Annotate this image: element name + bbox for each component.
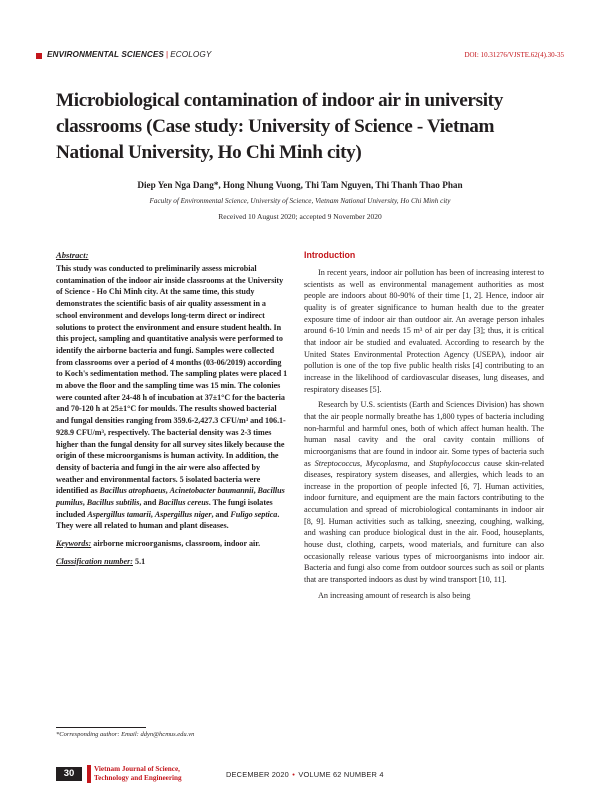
abstract-text-part: , [253, 486, 258, 496]
abstract-heading: Abstract: [56, 250, 89, 260]
species-name: Aspergillus niger [154, 509, 212, 519]
species-name: Bacillus cereus [158, 498, 209, 508]
intro-paragraph-2 [304, 399, 544, 586]
issue-month: DECEMBER 2020 [226, 770, 289, 779]
footnote-rule [56, 727, 146, 728]
intro-text-part: Research by U.S. scientists (Earth and Sciences Division) has shown that the air people normally breathe has 1,800 types of bacteria including non-harmful and harmful ones, both of which affect human health. The human nasal cavity and the oral cavity contain millions of microorganisms that are found in indoor air. Some types of bacteria such as [304, 400, 544, 468]
affiliation: Faculty of Environmental Science, University of Science, Vietnam National University, Ho Chi Minh city [149, 197, 451, 205]
section-label [47, 50, 211, 59]
species-name: Bacillus subtilis [86, 498, 140, 508]
authors: Diep Yen Nga Dang*, Hong Nhung Vuong, Thi Tam Nguyen, Thi Thanh Thao Phan [137, 180, 463, 190]
journal-logo-bar [87, 765, 91, 783]
genus-name: Mycoplasma [365, 458, 408, 468]
issue-volume: VOLUME 62 NUMBER 4 [298, 770, 384, 779]
keywords-value: airborne microorganisms, classroom, indoor air. [91, 539, 261, 549]
journal-name-line-1: Vietnam Journal of Science, [94, 765, 180, 773]
article-title: Microbiological contamination of indoor air in university classrooms (Case study: University of Science - Vietnam National University, Ho Chi Minh city) [56, 90, 503, 163]
species-name: Bacillus pumilus [56, 486, 285, 508]
abstract-text-part: , [165, 486, 170, 496]
classification-label: Classification number: [56, 556, 133, 566]
corresponding-author-footnote: *Corresponding author: Email: ddyn@hcmus.edu.vn [56, 731, 195, 738]
abstract-text-part: . The fungi isolates included [56, 498, 273, 519]
classification-value: 5.1 [132, 556, 146, 566]
intro-text-part: , [360, 458, 366, 468]
intro-paragraph-1: In recent years, indoor air pollution has been of increasing interest to scientists as well as environmental management authorities as most people are indoors about 80-90% of their time [1, 2]. Hence, indoor air quality is of greater significance to human health due to the greater exposure time of indoor air than outdoor air. An average person inhales around 6-10 l/min and needs 15 m³ of air per day [3]; thus, it is critical that indoor air be studied and evaluated. According to research by the United States Environmental Protection Agency (USEPA), indoor air pollution is one of the top five public health risks [4] contributing to an increase in the likelihood of cardiovascular diseases, lung diseases, and respiratory diseases [5]. [304, 268, 544, 394]
abstract-text-part: , [150, 509, 155, 519]
keywords [56, 538, 288, 550]
journal-name [94, 765, 182, 782]
classification [56, 556, 288, 568]
introduction-column [304, 250, 544, 605]
introduction-heading: Introduction [304, 250, 356, 260]
doi: DOI: 10.31276/VJSTE.62(4).30-35 [464, 51, 564, 59]
species-name: Fuligo septica [230, 509, 278, 519]
issue-bullet: • [292, 770, 296, 779]
species-name: Aspergillus tamarii [87, 509, 151, 519]
section-separator: | [166, 50, 169, 59]
abstract-text-part: , and [211, 509, 231, 519]
running-header [36, 50, 564, 64]
subsection-name: ECOLOGY [170, 50, 212, 59]
abstract-text-part: This study was conducted to preliminarily assess microbial contamination of the indoor air inside classrooms at the University of Science - Ho Chi Minh city. At the same time, this study demonstrates the scientific basis of air quality assessment in a school environment and develops long-term direct or indirect solutions to protect the environment and ensure student health. In this project, sampling and quantitative analysis were performed to identify the airborne bacteria and fungi. Samples were collected from classrooms over a period of 4 months (03-06/2019) according to Koch's sedimentation method. The sampling plates were placed 1 m above the floor and the sampling time was 15 min. The colonies were counted after 24-48 h of incubation at 37±1°C for the bacteria and 70-120 h at 25±1°C for moulds. The results showed bacterial and fungal densities ranging from 359.6-2,427.3 CFU/m³ and 106.1-928.9 CFU/m³, respectively. The bacterial density was 2-3 times higher than the fungal density for all survey sites likely because the origin of these microorganisms is human activity. In addition, the density of bacteria and fungi in the air were also affected by weather and environmental factors. 5 isolated bacteria were identified as [56, 264, 288, 496]
abstract-text-part: . They were all related to human and plant diseases. [56, 509, 280, 531]
section-marker-square [36, 53, 42, 59]
issue-info [226, 770, 384, 779]
abstract-text-part: , and [139, 498, 159, 508]
received-dates: Received 10 August 2020; accepted 9 November 2020 [218, 212, 382, 221]
genus-name: Streptococcus [314, 458, 360, 468]
abstract-text [56, 263, 288, 532]
keywords-label: Keywords: [56, 539, 92, 549]
abstract-text-part: , [82, 498, 87, 508]
page-number: 30 [56, 767, 82, 781]
genus-name: Staphylococcus [429, 458, 480, 468]
species-name: Acinetobacter baumannii [169, 486, 254, 496]
abstract-column [56, 250, 288, 568]
section-name: ENVIRONMENTAL SCIENCES [47, 50, 164, 59]
intro-text-part: cause skin-related diseases, respiratory system diseases, and allergies, which leads to an increase in the proportion of people infected [6, 7]. Human activities, indoor furniture, and equipment are the main factors contributing to the accumulation and spread of microbiological contaminants in indoor air [8, 9]. Human activities such as talking, sneezing, coughing, walking, and washing can produce biological dust in the air. Food, houseplants, house dust, clothing, carpets, wood materials, and furniture can also occasionally release various types of microorganisms into indoor air. Bacteria and fungi also come from outdoor sources such as soil or plants that are transported indoors as dust by wind transport [10, 11]. [304, 458, 544, 585]
intro-paragraph-3: An increasing amount of research is also being [318, 590, 471, 600]
intro-text-part: , and [407, 458, 430, 468]
journal-name-line-2: Technology and Engineering [94, 773, 182, 782]
species-name: Bacillus atrophaeus [99, 486, 166, 496]
